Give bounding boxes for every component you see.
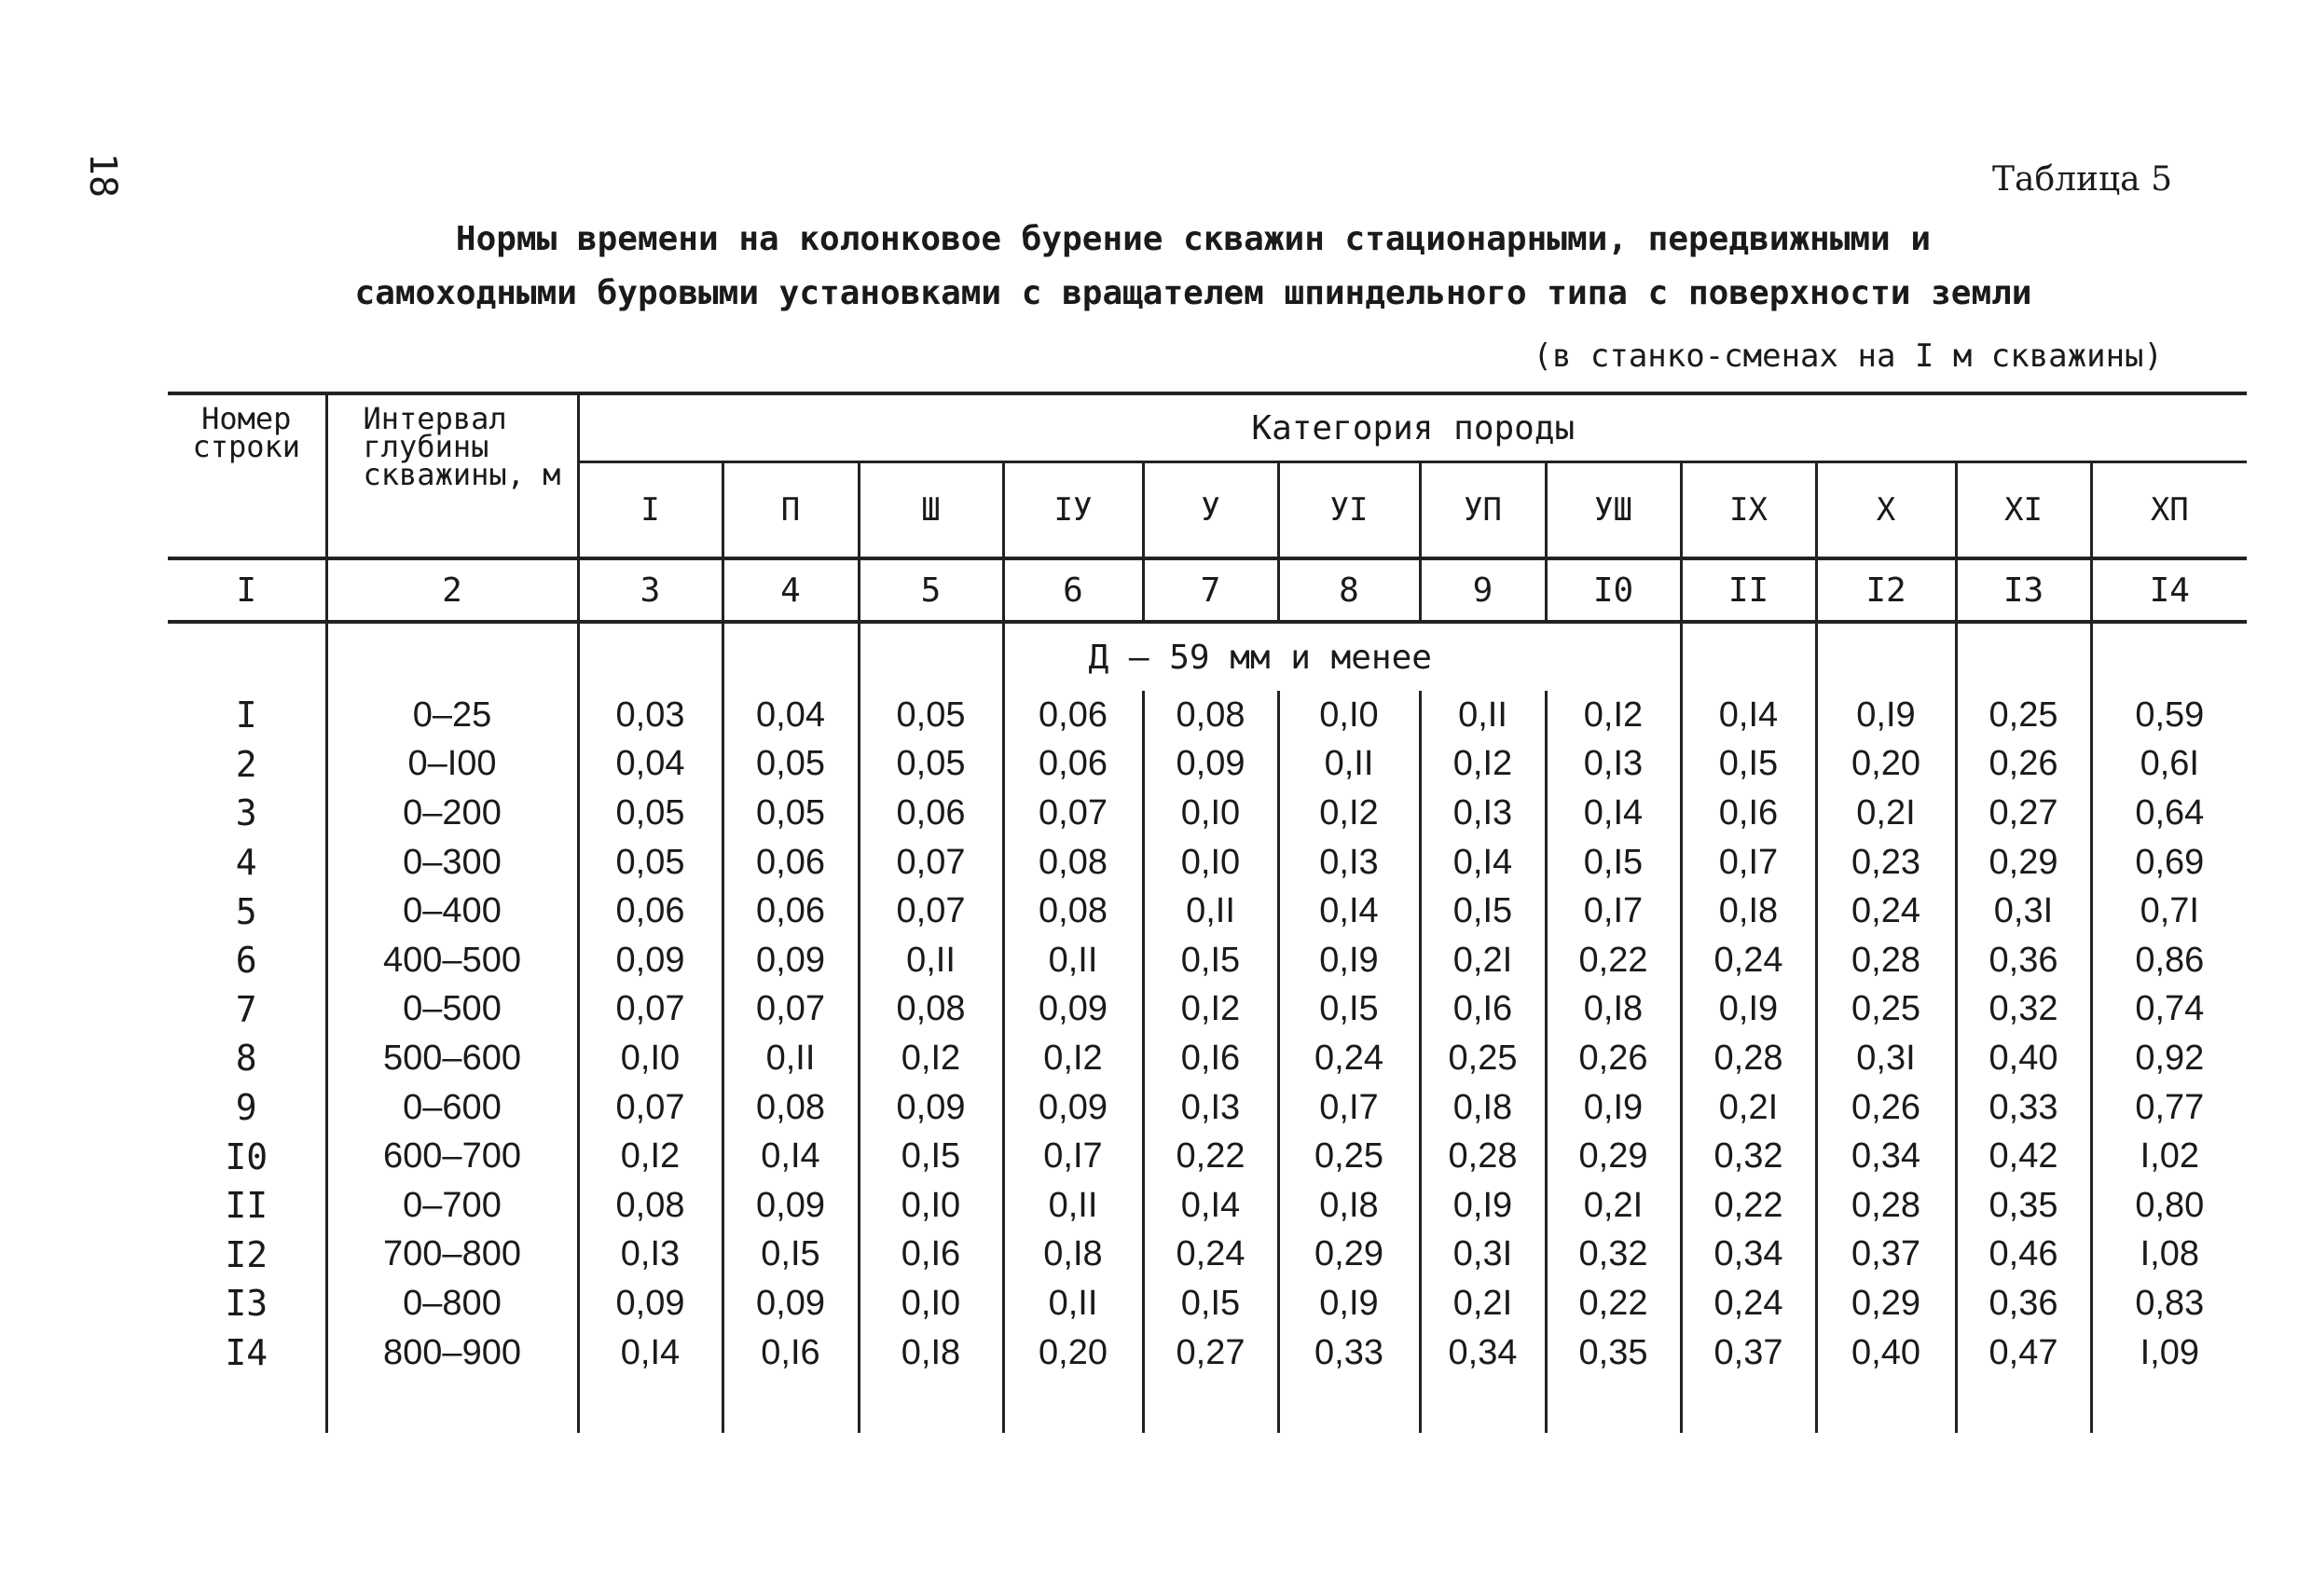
table-row: [168, 740, 2247, 790]
table-row: [168, 985, 2247, 1035]
norm-value: 0,08: [1143, 691, 1278, 740]
norm-value: 0,I9: [1278, 1279, 1420, 1328]
norm-value: 0,24: [1143, 1231, 1278, 1280]
depth-interval: 0–600: [326, 1083, 578, 1133]
norm-value: 0,I0: [578, 1034, 722, 1083]
title-line-2: самоходными буровыми установками с вращателем шпиндельного типа с поверхности земли: [354, 274, 2032, 312]
norm-value: 0,09: [722, 1279, 859, 1328]
norm-value: 0,07: [1003, 789, 1143, 838]
depth-interval: 0–400: [326, 887, 578, 936]
norm-value: 0,25: [1816, 985, 1956, 1035]
norm-value: 0,2I: [1546, 1181, 1681, 1231]
norm-value: 0,09: [722, 1181, 859, 1231]
depth-interval: 0–500: [326, 985, 578, 1035]
norm-value: 0,I8: [1420, 1083, 1546, 1133]
norm-value: 0,I3: [578, 1231, 722, 1280]
norm-value: 0,09: [722, 936, 859, 985]
norm-value: 0,I2: [578, 1132, 722, 1181]
norm-value: 0,08: [578, 1181, 722, 1231]
column-index: II: [1681, 558, 1816, 622]
norm-value: 0,I0: [1143, 838, 1278, 887]
norm-value: 0,29: [1956, 838, 2091, 887]
depth-interval: 0–I00: [326, 740, 578, 790]
norm-value: 0,29: [1278, 1231, 1420, 1280]
norm-value: 0,28: [1420, 1132, 1546, 1181]
norm-value: 0,I4: [722, 1132, 859, 1181]
norm-value: 0,I3: [1546, 740, 1681, 790]
norm-value: 0,74: [2091, 985, 2247, 1035]
norm-value: 0,I8: [1003, 1231, 1143, 1280]
norm-value: 0,I6: [722, 1328, 859, 1378]
norm-value: 0,I8: [1278, 1181, 1420, 1231]
norm-value: 0,64: [2091, 789, 2247, 838]
category-col-header: У: [1143, 462, 1278, 559]
norm-value: 0,07: [859, 887, 1003, 936]
norm-value: 0,I5: [1278, 985, 1420, 1035]
norm-value: 0,69: [2091, 838, 2247, 887]
norm-value: 0,35: [1546, 1328, 1681, 1378]
norm-value: 0,II: [859, 936, 1003, 985]
title-line-1: Нормы времени на колонковое бурение скважин стационарными, передвижными и: [455, 220, 1932, 258]
norm-value: 0,03: [578, 691, 722, 740]
norm-value: 0,04: [722, 691, 859, 740]
norm-value: 0,35: [1956, 1181, 2091, 1231]
column-index: I2: [1816, 558, 1956, 622]
units-note: (в станко-сменах на I м скважины): [1533, 337, 2163, 375]
norm-value: 0,I9: [1278, 936, 1420, 985]
column-index: 4: [722, 558, 859, 622]
norm-value: 0,09: [1003, 1083, 1143, 1133]
interval-header: Интервал глубины скважины, м: [326, 393, 578, 558]
depth-interval: 500–600: [326, 1034, 578, 1083]
norm-value: I,09: [2091, 1328, 2247, 1378]
norm-value: I,08: [2091, 1231, 2247, 1280]
row-number: 5: [235, 890, 257, 932]
row-number: 3: [235, 792, 257, 834]
norm-value: 0,26: [1546, 1034, 1681, 1083]
norm-value: 0,25: [1278, 1132, 1420, 1181]
norm-value: 0,23: [1816, 838, 1956, 887]
norm-value: 0,32: [1681, 1132, 1816, 1181]
norm-value: 0,I4: [578, 1328, 722, 1378]
norm-value: 0,22: [1546, 1279, 1681, 1328]
column-index: 2: [326, 558, 578, 622]
column-index: I4: [2091, 558, 2247, 622]
norm-value: 0,II: [1003, 1181, 1143, 1231]
norm-value: 0,I6: [1143, 1034, 1278, 1083]
norm-value: 0,I5: [1143, 1279, 1278, 1328]
norm-value: 0,22: [1681, 1181, 1816, 1231]
norm-value: 0,28: [1816, 1181, 1956, 1231]
norm-value: 0,I8: [1546, 985, 1681, 1035]
norm-value: 0,29: [1546, 1132, 1681, 1181]
norm-value: 0,I5: [859, 1132, 1003, 1181]
norm-value: 0,20: [1003, 1328, 1143, 1378]
norm-value: 0,08: [722, 1083, 859, 1133]
norm-value: 0,I2: [1003, 1034, 1143, 1083]
category-header: Категория породы: [578, 393, 2247, 462]
norm-value: 0,I7: [1003, 1132, 1143, 1181]
row-number: I3: [225, 1283, 268, 1325]
row-number: 9: [235, 1087, 257, 1129]
norm-value: 0,09: [1143, 740, 1278, 790]
norms-table: [168, 392, 2247, 1433]
norm-value: 0,I5: [1546, 838, 1681, 887]
norm-value: 0,I0: [859, 1279, 1003, 1328]
table-row: [168, 1328, 2247, 1378]
row-number: 8: [235, 1038, 257, 1080]
table-row: [168, 1181, 2247, 1231]
norm-value: 0,07: [578, 985, 722, 1035]
norm-value: 0,I6: [859, 1231, 1003, 1280]
norm-value: 0,06: [1003, 740, 1143, 790]
norm-value: 0,24: [1681, 936, 1816, 985]
norm-value: 0,2I: [1420, 936, 1546, 985]
norm-value: 0,33: [1956, 1083, 2091, 1133]
norm-value: 0,59: [2091, 691, 2247, 740]
column-index: 9: [1420, 558, 1546, 622]
norm-value: 0,I6: [1681, 789, 1816, 838]
norm-value: 0,05: [722, 740, 859, 790]
row-number: 7: [235, 988, 257, 1030]
norm-value: 0,34: [1681, 1231, 1816, 1280]
norm-value: 0,I2: [1546, 691, 1681, 740]
norm-value: 0,I3: [1143, 1083, 1278, 1133]
norm-value: 0,32: [1956, 985, 2091, 1035]
column-index: 5: [859, 558, 1003, 622]
norm-value: 0,28: [1681, 1034, 1816, 1083]
depth-interval: 0–200: [326, 789, 578, 838]
norm-value: 0,I2: [1278, 789, 1420, 838]
norm-value: 0,I4: [1143, 1181, 1278, 1231]
norm-value: 0,I3: [1420, 789, 1546, 838]
norm-value: 0,77: [2091, 1083, 2247, 1133]
norm-value: 0,06: [859, 789, 1003, 838]
norm-value: 0,40: [1816, 1328, 1956, 1378]
norm-value: 0,86: [2091, 936, 2247, 985]
norm-value: 0,I9: [1420, 1181, 1546, 1231]
norm-value: 0,07: [578, 1083, 722, 1133]
norm-value: 0,27: [1143, 1328, 1278, 1378]
norm-value: 0,I2: [1420, 740, 1546, 790]
norm-value: 0,08: [1003, 887, 1143, 936]
norm-value: 0,05: [578, 789, 722, 838]
norm-value: 0,I7: [1278, 1083, 1420, 1133]
column-index: I3: [1956, 558, 2091, 622]
depth-interval: 700–800: [326, 1231, 578, 1280]
norm-value: 0,3I: [1956, 887, 2091, 936]
norm-value: 0,24: [1816, 887, 1956, 936]
column-index: I: [168, 558, 326, 622]
norm-value: 0,I4: [1420, 838, 1546, 887]
table-row: [168, 936, 2247, 985]
table-row: [168, 1083, 2247, 1133]
row-number: I4: [225, 1332, 268, 1374]
norm-value: 0,I2: [1143, 985, 1278, 1035]
norm-value: 0,I6: [1420, 985, 1546, 1035]
norm-value: 0,I4: [1681, 691, 1816, 740]
column-index: 7: [1143, 558, 1278, 622]
norm-value: 0,04: [578, 740, 722, 790]
norm-value: 0,06: [722, 838, 859, 887]
category-col-header: УI: [1278, 462, 1420, 559]
norm-value: 0,25: [1420, 1034, 1546, 1083]
category-col-header: XI: [1956, 462, 2091, 559]
norm-value: 0,34: [1816, 1132, 1956, 1181]
table-row: [168, 1279, 2247, 1328]
norm-value: 0,I3: [1278, 838, 1420, 887]
norm-value: 0,I0: [1143, 789, 1278, 838]
norm-value: 0,I9: [1546, 1083, 1681, 1133]
norm-value: 0,08: [859, 985, 1003, 1035]
row-number: 6: [235, 940, 257, 982]
category-col-header: IX: [1681, 462, 1816, 559]
norm-value: 0,6I: [2091, 740, 2247, 790]
norm-value: 0,05: [859, 691, 1003, 740]
norm-value: 0,3I: [1816, 1034, 1956, 1083]
depth-interval: 0–25: [326, 691, 578, 740]
category-col-header: I: [578, 462, 722, 559]
row-number: II: [225, 1185, 268, 1227]
norm-value: 0,40: [1956, 1034, 2091, 1083]
norm-value: 0,05: [578, 838, 722, 887]
category-col-header: П: [722, 462, 859, 559]
norm-value: 0,27: [1956, 789, 2091, 838]
norm-value: 0,26: [1956, 740, 2091, 790]
norm-value: 0,09: [578, 1279, 722, 1328]
norm-value: 0,I0: [1278, 691, 1420, 740]
category-col-header: Ш: [859, 462, 1003, 559]
norm-value: 0,II: [1420, 691, 1546, 740]
norm-value: 0,II: [1278, 740, 1420, 790]
norm-value: 0,I4: [1278, 887, 1420, 936]
norm-value: 0,II: [1003, 1279, 1143, 1328]
norm-value: I,02: [2091, 1132, 2247, 1181]
table-row: [168, 1034, 2247, 1083]
depth-interval: 0–800: [326, 1279, 578, 1328]
table-row: [168, 691, 2247, 740]
norm-value: 0,09: [859, 1083, 1003, 1133]
norm-value: 0,36: [1956, 1279, 2091, 1328]
table-title: [261, 213, 2126, 321]
norm-value: 0,II: [1143, 887, 1278, 936]
row-number: 4: [235, 842, 257, 884]
norm-value: 0,06: [1003, 691, 1143, 740]
norm-value: 0,05: [722, 789, 859, 838]
depth-interval: 600–700: [326, 1132, 578, 1181]
norm-value: 0,2I: [1420, 1279, 1546, 1328]
norm-value: 0,22: [1546, 936, 1681, 985]
norm-value: 0,06: [722, 887, 859, 936]
norm-value: 0,29: [1816, 1279, 1956, 1328]
norm-value: 0,24: [1278, 1034, 1420, 1083]
norm-value: 0,I0: [859, 1181, 1003, 1231]
category-col-header: XП: [2091, 462, 2247, 559]
table-row: [168, 838, 2247, 887]
category-col-header: УШ: [1546, 462, 1681, 559]
depth-interval: 400–500: [326, 936, 578, 985]
norm-value: 0,08: [1003, 838, 1143, 887]
row-number: 2: [235, 743, 257, 785]
norm-value: 0,06: [578, 887, 722, 936]
column-index: 3: [578, 558, 722, 622]
norm-value: 0,92: [2091, 1034, 2247, 1083]
norm-value: 0,36: [1956, 936, 2091, 985]
norm-value: 0,7I: [2091, 887, 2247, 936]
column-index: I0: [1546, 558, 1681, 622]
category-col-header: X: [1816, 462, 1956, 559]
norm-value: 0,II: [722, 1034, 859, 1083]
norm-value: 0,34: [1420, 1328, 1546, 1378]
depth-interval: 0–700: [326, 1181, 578, 1231]
norm-value: 0,09: [1003, 985, 1143, 1035]
norm-value: 0,3I: [1420, 1231, 1546, 1280]
norm-value: 0,80: [2091, 1181, 2247, 1231]
norm-value: 0,37: [1816, 1231, 1956, 1280]
norm-value: 0,28: [1816, 936, 1956, 985]
category-col-header: УП: [1420, 462, 1546, 559]
norm-value: 0,I2: [859, 1034, 1003, 1083]
norm-value: 0,I5: [1143, 936, 1278, 985]
norm-value: 0,05: [859, 740, 1003, 790]
norm-value: 0,09: [578, 936, 722, 985]
norm-value: 0,II: [1003, 936, 1143, 985]
column-index: 6: [1003, 558, 1143, 622]
table-row: [168, 789, 2247, 838]
norm-value: 0,83: [2091, 1279, 2247, 1328]
section-label: Д – 59 мм и менее: [1003, 622, 1681, 691]
category-col-header: IУ: [1003, 462, 1143, 559]
norm-value: 0,32: [1546, 1231, 1681, 1280]
table-label: Таблица 5: [1992, 160, 2172, 199]
norm-value: 0,46: [1956, 1231, 2091, 1280]
norm-value: 0,2I: [1816, 789, 1956, 838]
norm-value: 0,I8: [859, 1328, 1003, 1378]
table-row: [168, 887, 2247, 936]
row-number: I2: [225, 1233, 268, 1275]
norm-value: 0,I7: [1681, 838, 1816, 887]
column-index: 8: [1278, 558, 1420, 622]
table-row: [168, 1231, 2247, 1280]
norm-value: 0,I9: [1681, 985, 1816, 1035]
norm-value: 0,25: [1956, 691, 2091, 740]
norm-value: 0,22: [1143, 1132, 1278, 1181]
depth-interval: 800–900: [326, 1328, 578, 1378]
norm-value: 0,20: [1816, 740, 1956, 790]
norm-value: 0,24: [1681, 1279, 1816, 1328]
norm-value: 0,26: [1816, 1083, 1956, 1133]
row-number-header: Номер строки: [168, 393, 326, 558]
norm-value: 0,07: [859, 838, 1003, 887]
norm-value: 0,I9: [1816, 691, 1956, 740]
norm-value: 0,I5: [1420, 887, 1546, 936]
norm-value: 0,33: [1278, 1328, 1420, 1378]
norm-value: 0,I5: [1681, 740, 1816, 790]
norm-value: 0,42: [1956, 1132, 2091, 1181]
table-row: [168, 1132, 2247, 1181]
norm-value: 0,2I: [1681, 1083, 1816, 1133]
norm-value: 0,I4: [1546, 789, 1681, 838]
norm-value: 0,07: [722, 985, 859, 1035]
depth-interval: 0–300: [326, 838, 578, 887]
row-number: I: [235, 695, 257, 736]
norm-value: 0,I7: [1546, 887, 1681, 936]
norm-value: 0,I5: [722, 1231, 859, 1280]
row-number: I0: [225, 1135, 268, 1177]
norm-value: 0,37: [1681, 1328, 1816, 1378]
norm-value: 0,47: [1956, 1328, 2091, 1378]
page-number: 18: [81, 152, 125, 199]
norm-value: 0,I8: [1681, 887, 1816, 936]
